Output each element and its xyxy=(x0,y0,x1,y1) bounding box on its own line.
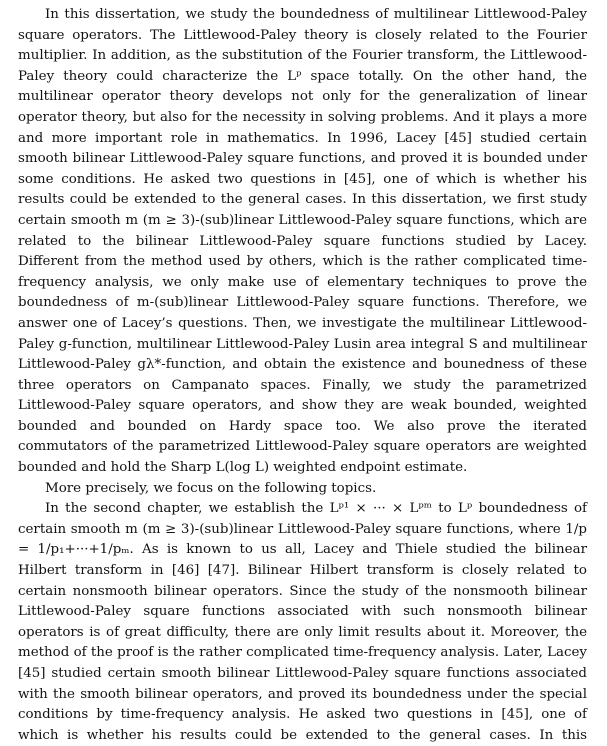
paragraph-topics-intro: More precisely, we focus on the following topics. xyxy=(45,480,377,496)
paragraph-introduction: In this dissertation, we study the boundedness of multilinear Littlewood-Paley square operators. The Littlewood-Paley theory is closely related to the Fourier multiplier. In addition, as the substitution of the Fourier transform, the Littlewood-Paley theory could characterize the Lᵖ space totally. On the other hand, the multilinear operator theory develops not only for the generalization of linear operator theory, but also for the necessity in solving problems. And it plays a more and more important role in mathematics. In 1996, Lacey [45] studied certain smooth bilinear Littlewood-Paley square functions, and proved it is bounded under some conditions. He asked two questions in [45], one of which is whether his results could be extended to the general cases. In this dissertation, we first study certain smooth m (m ≥ 3)-(sub)linear Littlewood-Paley square functions, which are related to the bilinear Littlewood-Paley square functions studied by Lacey. Different from the method used by others, which is the rather complicated time-frequency analysis, we only make use of elementary techniques to prove the boundedness of m-(sub)linear Littlewood-Paley square functions. Therefore, we answer one of Lacey’s questions. Then, we investigate the multilinear Littlewood-Paley g-function, multilinear Littlewood-Paley Lusin area integral S and multilinear Littlewood-Paley gλ*-function, and obtain the existence and bounedness of these three operators on Campanato spaces. Finally, we study the parametrized Littlewood-Paley square operators, and show they are weak bounded, weighted bounded and bounded on Hardy space too. We also prove the iterated commutators of the parametrized Littlewood-Paley square operators are weighted bounded and hold the Sharp L(log L) weighted endpoint estimate. xyxy=(18,7,587,476)
paragraph-second-chapter: In the second chapter, we establish the Lᵖ¹ × ··· × Lᵖᵐ to Lᵖ boundedness of certain smooth m (m ≥ 3)-(sub)linear Littlewood-Paley square functions, where 1/p = 1/p₁+···+1/pₘ. As is known to us all, Lacey and Thiele studied the bilinear Hilbert transform in [46] [47]. Bilinear Hilbert transform is closely related to certain nonsmooth bilinear operators. Since the study of the nonsmooth bilinear Littlewood-Paley square functions associated with such nonsmooth bilinear operators is of great difficulty, there are only limit results about it. Moreover, the method of the proof is the rather complicated time-frequency analysis. Later, Lacey [45] studied certain smooth bilinear Littlewood-Paley square functions associated with the smooth bilinear operators, and proved its boundedness under the special conditions by time-frequency analysis. He asked two questions in [45], one of which is whether his results could be extended to the general cases. In this xyxy=(18,501,587,743)
